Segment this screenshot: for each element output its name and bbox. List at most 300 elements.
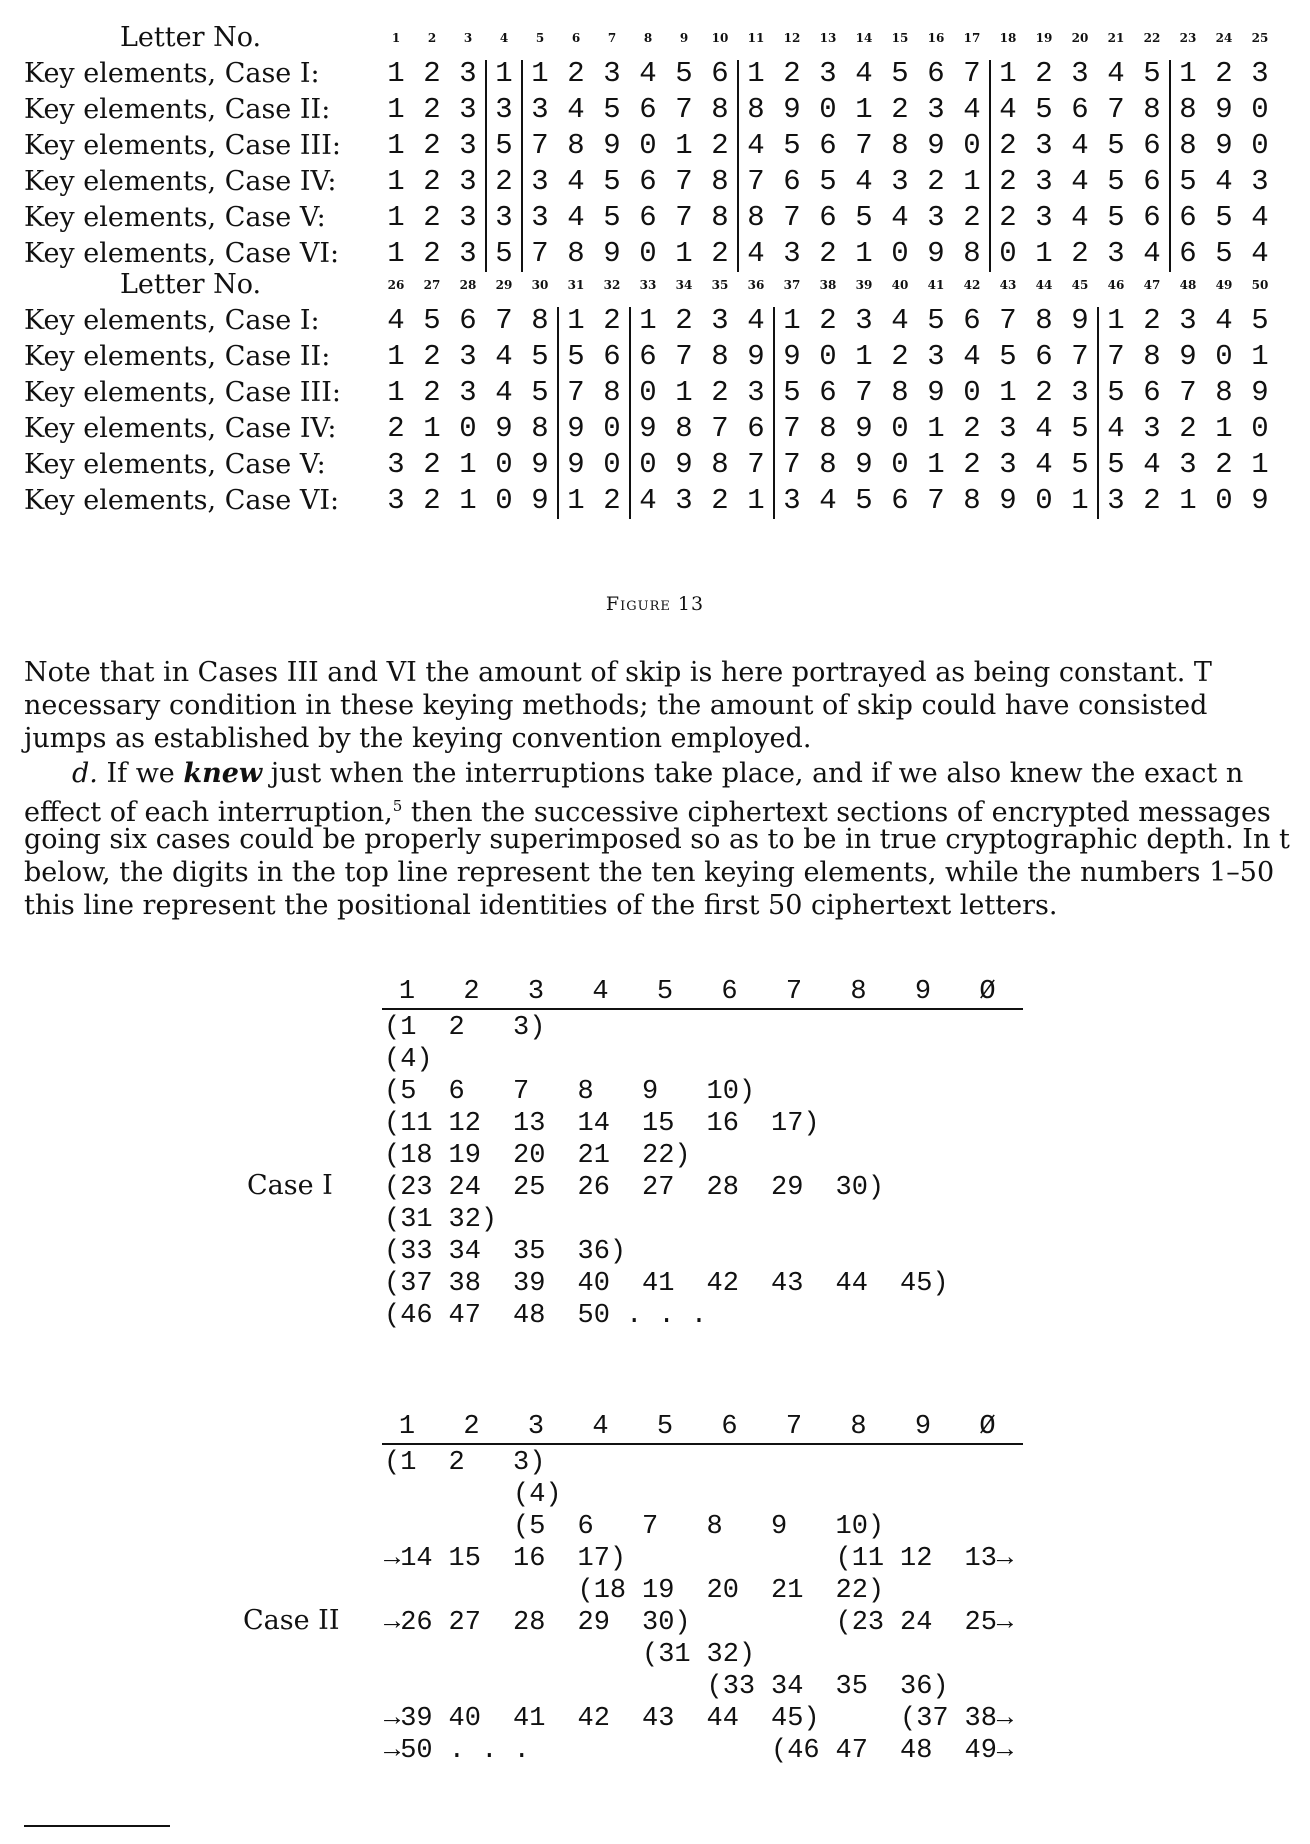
key-element-cell: 1: [387, 129, 405, 162]
key-element-cell: 0: [891, 237, 909, 270]
key-element-cell: 6: [891, 484, 909, 517]
key-element-cell: 8: [819, 412, 837, 445]
ciphertext-position: 26: [577, 1173, 610, 1203]
keying-element-header-4: 4: [592, 1412, 609, 1442]
ciphertext-position: 2: [448, 1448, 465, 1478]
key-element-cell: 4: [855, 57, 873, 90]
keying-element-header-3: 3: [527, 1412, 545, 1442]
key-element-cell: 9: [567, 412, 585, 445]
paragraph-c-line-3: jumps as established by the keying convention employed.: [24, 723, 812, 754]
letter-number-40: 40: [891, 278, 909, 292]
key-element-cell: 2: [819, 304, 837, 337]
ciphertext-position: (23: [835, 1608, 885, 1638]
keying-element-header-7: 7: [785, 1412, 803, 1442]
key-element-cell: 3: [1179, 304, 1197, 337]
keying-element-header-9: 9: [914, 977, 932, 1007]
key-element-cell: 3: [927, 93, 945, 126]
key-element-cell: 3: [747, 376, 765, 409]
ciphertext-position: 32): [706, 1640, 756, 1670]
key-element-cell: 4: [1143, 448, 1161, 481]
ciphertext-position: 34: [771, 1672, 804, 1702]
letter-number-44: 44: [1035, 278, 1053, 292]
key-element-cell: 1: [639, 304, 657, 337]
letter-number-47: 47: [1143, 278, 1161, 292]
key-elements-row-label: Key elements, Case III:: [24, 130, 341, 161]
key-element-cell: 8: [891, 129, 909, 162]
ciphertext-position: 17): [577, 1544, 627, 1574]
case-label: Case I: [247, 1170, 333, 1201]
key-element-cell: 7: [783, 412, 801, 445]
ciphertext-position: →14: [384, 1544, 433, 1574]
letter-number-17: 17: [963, 31, 981, 45]
key-element-cell: 3: [927, 201, 945, 234]
key-element-cell: 2: [423, 93, 441, 126]
key-element-cell: 8: [1215, 376, 1233, 409]
key-element-cell: 6: [1143, 201, 1161, 234]
ciphertext-position: 29: [771, 1173, 804, 1203]
key-element-cell: 2: [1071, 237, 1089, 270]
letter-number-3: 3: [463, 31, 473, 45]
letter-number-7: 7: [607, 31, 617, 45]
key-element-cell: 0: [891, 448, 909, 481]
letter-number-19: 19: [1035, 31, 1053, 45]
key-element-cell: 7: [675, 340, 693, 373]
key-element-cell: 5: [819, 165, 837, 198]
ciphertext-position: (11: [384, 1109, 433, 1139]
ciphertext-position: 32): [448, 1205, 498, 1235]
key-element-cell: 9: [927, 129, 945, 162]
key-element-cell: 2: [963, 412, 981, 445]
letter-number-label: Letter No.: [120, 269, 262, 300]
key-element-cell: 2: [963, 201, 981, 234]
key-element-cell: 4: [639, 484, 657, 517]
group-separator-line: [1169, 60, 1171, 272]
key-element-cell: 4: [1215, 165, 1233, 198]
key-element-cell: 5: [999, 340, 1017, 373]
key-element-cell: 1: [531, 57, 549, 90]
letter-number-11: 11: [747, 31, 765, 45]
key-element-cell: 3: [891, 165, 909, 198]
key-element-cell: 3: [783, 484, 801, 517]
group-separator-line: [629, 307, 631, 519]
key-element-cell: 6: [1143, 129, 1161, 162]
ciphertext-position: 35: [835, 1672, 868, 1702]
letter-number-14: 14: [855, 31, 873, 45]
ciphertext-position: 36): [900, 1672, 949, 1702]
figure-caption: Figure 13: [605, 593, 705, 615]
key-element-cell: 3: [1107, 484, 1125, 517]
ciphertext-position: 30): [642, 1608, 691, 1638]
key-element-cell: 1: [459, 448, 477, 481]
key-element-cell: 0: [1215, 484, 1233, 517]
letter-number-33: 33: [639, 278, 657, 292]
key-element-cell: 9: [495, 412, 513, 445]
key-element-cell: 1: [1071, 484, 1089, 517]
key-element-cell: 3: [459, 340, 477, 373]
key-element-cell: 1: [567, 304, 585, 337]
key-element-cell: 5: [891, 57, 909, 90]
key-element-cell: 2: [423, 484, 441, 517]
key-element-cell: 2: [423, 237, 441, 270]
key-element-cell: 1: [1251, 448, 1269, 481]
key-element-cell: 3: [927, 340, 945, 373]
letter-number-26: 26: [387, 278, 405, 292]
key-element-cell: 9: [855, 412, 873, 445]
key-element-cell: 1: [747, 484, 765, 517]
letter-number-45: 45: [1071, 278, 1089, 292]
keying-element-header-5: 5: [656, 1412, 674, 1442]
key-element-cell: 7: [1107, 93, 1125, 126]
ciphertext-position: 38→: [964, 1704, 1014, 1734]
ciphertext-position: 9: [771, 1512, 788, 1542]
letter-number-42: 42: [963, 278, 981, 292]
group-separator-line: [557, 307, 559, 519]
letter-number-46: 46: [1107, 278, 1125, 292]
keying-element-header-2: 2: [463, 1412, 480, 1442]
ciphertext-position: →39: [384, 1704, 433, 1734]
key-element-cell: 8: [711, 340, 729, 373]
key-element-cell: 6: [639, 93, 657, 126]
ciphertext-position: 19: [642, 1576, 675, 1606]
key-element-cell: 0: [1251, 412, 1269, 445]
key-element-cell: 4: [1071, 129, 1089, 162]
key-element-cell: 2: [1215, 57, 1233, 90]
letter-number-15: 15: [891, 31, 909, 45]
key-element-cell: 8: [531, 412, 549, 445]
paragraph-d-line-3: going six cases could be properly superimposed so as to be in true cryptographic depth. In t: [24, 824, 1290, 855]
key-element-cell: 5: [783, 376, 801, 409]
keying-element-header-6: 6: [721, 977, 738, 1007]
key-element-cell: 5: [495, 129, 513, 162]
ciphertext-position: 24: [448, 1173, 481, 1203]
key-element-cell: 9: [999, 484, 1017, 517]
key-element-cell: 6: [1179, 201, 1197, 234]
key-element-cell: 8: [711, 165, 729, 198]
ciphertext-position: 43: [771, 1269, 804, 1299]
keying-element-header-6: 6: [721, 1412, 738, 1442]
key-element-cell: 4: [567, 165, 585, 198]
letter-number-21: 21: [1107, 31, 1125, 45]
letter-number-label: Letter No.: [120, 22, 262, 53]
ciphertext-position: 50 . . .: [577, 1301, 708, 1331]
key-element-cell: 5: [1179, 165, 1197, 198]
ciphertext-position: 15: [642, 1109, 675, 1139]
ciphertext-position: 40: [577, 1269, 610, 1299]
ciphertext-position: 6: [448, 1077, 465, 1107]
ciphertext-position: 42: [577, 1704, 610, 1734]
key-element-cell: 1: [1215, 412, 1233, 445]
key-element-cell: 3: [1071, 57, 1089, 90]
key-element-cell: 9: [1179, 340, 1197, 373]
letter-number-1: 1: [391, 31, 401, 45]
key-element-cell: 9: [639, 412, 657, 445]
key-element-cell: 4: [747, 237, 765, 270]
key-element-cell: 4: [963, 340, 981, 373]
key-element-cell: 7: [711, 412, 729, 445]
letter-number-23: 23: [1179, 31, 1197, 45]
key-element-cell: 3: [459, 129, 477, 162]
key-element-cell: 8: [1143, 93, 1161, 126]
key-element-cell: 2: [711, 484, 729, 517]
ciphertext-position: 41: [513, 1704, 546, 1734]
key-element-cell: 7: [963, 57, 981, 90]
key-element-cell: 9: [1215, 129, 1233, 162]
key-element-cell: 5: [603, 93, 621, 126]
keying-element-header-2: 2: [463, 977, 480, 1007]
key-element-cell: 9: [1071, 304, 1089, 337]
ciphertext-position: 38: [448, 1269, 481, 1299]
key-element-cell: 0: [891, 412, 909, 445]
key-element-cell: 7: [675, 165, 693, 198]
key-element-cell: 6: [711, 57, 729, 90]
key-element-cell: 8: [1179, 93, 1197, 126]
ciphertext-position: (37: [384, 1269, 433, 1299]
group-separator-line: [773, 307, 775, 519]
key-element-cell: 3: [387, 448, 405, 481]
ciphertext-position: 3): [513, 1448, 546, 1478]
key-element-cell: 2: [1143, 304, 1161, 337]
key-element-cell: 0: [639, 129, 657, 162]
key-element-cell: 7: [855, 129, 873, 162]
letter-number-6: 6: [571, 31, 581, 45]
ciphertext-position: 8: [706, 1512, 723, 1542]
key-element-cell: 9: [1215, 93, 1233, 126]
key-element-cell: 2: [783, 57, 801, 90]
key-element-cell: 3: [1035, 129, 1053, 162]
letter-number-36: 36: [747, 278, 765, 292]
paragraph-d-line-2a: effect of each interruption,: [24, 797, 393, 828]
key-element-cell: 3: [1035, 165, 1053, 198]
key-element-cell: 7: [927, 484, 945, 517]
ciphertext-position: (5: [513, 1512, 546, 1542]
key-element-cell: 2: [423, 448, 441, 481]
letter-number-29: 29: [495, 278, 513, 292]
ciphertext-position: (33: [384, 1237, 433, 1267]
key-element-cell: 8: [711, 448, 729, 481]
paragraph-d-line-1-rest: just when the interruptions take place, and if we also knew the exact n: [262, 758, 1244, 789]
letter-number-34: 34: [675, 278, 693, 292]
key-element-cell: 8: [963, 484, 981, 517]
key-element-cell: 0: [459, 412, 477, 445]
key-element-cell: 4: [891, 201, 909, 234]
key-element-cell: 8: [747, 201, 765, 234]
ciphertext-position: 10): [706, 1077, 756, 1107]
letter-number-2: 2: [427, 31, 437, 45]
key-element-cell: 5: [1107, 165, 1125, 198]
key-element-cell: 5: [1035, 93, 1053, 126]
ciphertext-position: 22): [835, 1576, 885, 1606]
key-element-cell: 0: [963, 376, 981, 409]
key-element-cell: 1: [675, 129, 693, 162]
key-element-cell: 6: [747, 412, 765, 445]
ciphertext-position: 25→: [964, 1608, 1014, 1638]
letter-number-41: 41: [927, 278, 945, 292]
key-element-cell: 1: [387, 376, 405, 409]
key-element-cell: 3: [1179, 448, 1197, 481]
key-element-cell: 9: [927, 237, 945, 270]
ciphertext-position: 6: [577, 1512, 594, 1542]
ciphertext-position: 13→: [964, 1544, 1014, 1574]
group-separator-line: [521, 60, 523, 272]
key-element-cell: 3: [1251, 57, 1269, 90]
ciphertext-position: 42: [706, 1269, 739, 1299]
key-element-cell: 2: [423, 129, 441, 162]
key-element-cell: 5: [603, 201, 621, 234]
key-element-cell: 4: [855, 165, 873, 198]
key-element-cell: 8: [711, 93, 729, 126]
key-element-cell: 2: [495, 165, 513, 198]
key-element-cell: 5: [531, 376, 549, 409]
key-element-cell: 3: [999, 412, 1017, 445]
key-element-cell: 5: [675, 57, 693, 90]
letter-number-31: 31: [567, 278, 585, 292]
key-element-cell: 2: [999, 129, 1017, 162]
key-element-cell: 5: [855, 201, 873, 234]
ciphertext-position: 12: [448, 1109, 481, 1139]
key-element-cell: 7: [567, 376, 585, 409]
key-element-cell: 1: [783, 304, 801, 337]
key-element-cell: 4: [1071, 165, 1089, 198]
ciphertext-position: (4): [384, 1045, 433, 1075]
ciphertext-position: (46: [384, 1301, 433, 1331]
ciphertext-position: 14: [577, 1109, 610, 1139]
key-element-cell: 2: [423, 201, 441, 234]
key-element-cell: 5: [927, 304, 945, 337]
key-element-cell: 3: [495, 93, 513, 126]
key-element-cell: 1: [387, 340, 405, 373]
key-element-cell: 7: [855, 376, 873, 409]
key-element-cell: 6: [639, 165, 657, 198]
key-element-cell: 7: [675, 93, 693, 126]
key-element-cell: 1: [855, 237, 873, 270]
key-element-cell: 7: [531, 129, 549, 162]
letter-number-24: 24: [1215, 31, 1233, 45]
keying-element-header-0: Ø: [979, 1412, 996, 1442]
key-element-cell: 8: [819, 448, 837, 481]
keying-element-header-8: 8: [850, 1412, 867, 1442]
letter-number-37: 37: [783, 278, 801, 292]
key-element-cell: 9: [567, 448, 585, 481]
key-element-cell: 5: [423, 304, 441, 337]
key-element-cell: 4: [1251, 237, 1269, 270]
key-element-cell: 9: [783, 93, 801, 126]
key-elements-row-label: Key elements, Case IV:: [24, 413, 337, 444]
key-elements-row-label: Key elements, Case II:: [24, 94, 331, 125]
key-element-cell: 9: [603, 237, 621, 270]
key-element-cell: 3: [1071, 376, 1089, 409]
ciphertext-position: 12: [900, 1544, 933, 1574]
key-element-cell: 6: [819, 129, 837, 162]
key-element-cell: 9: [1251, 376, 1269, 409]
key-element-cell: 8: [963, 237, 981, 270]
keying-element-header-0: Ø: [979, 977, 996, 1007]
key-element-cell: 8: [567, 129, 585, 162]
ciphertext-position: 47: [835, 1736, 868, 1766]
key-element-cell: 2: [711, 376, 729, 409]
ciphertext-position: 44: [706, 1704, 739, 1734]
letter-number-22: 22: [1143, 31, 1161, 45]
letter-number-28: 28: [459, 278, 477, 292]
key-element-cell: 1: [387, 237, 405, 270]
key-element-cell: 4: [747, 304, 765, 337]
key-element-cell: 2: [1215, 448, 1233, 481]
ciphertext-position: (31: [384, 1205, 433, 1235]
letter-number-8: 8: [643, 31, 653, 45]
ciphertext-position: 27: [642, 1173, 675, 1203]
keying-element-header-1: 1: [398, 977, 416, 1007]
letter-number-48: 48: [1179, 278, 1197, 292]
letter-number-9: 9: [679, 31, 689, 45]
key-element-cell: 7: [675, 201, 693, 234]
key-element-cell: 9: [531, 484, 549, 517]
key-element-cell: 4: [747, 129, 765, 162]
key-element-cell: 5: [1143, 57, 1161, 90]
ciphertext-position: 47: [448, 1301, 481, 1331]
ciphertext-position: 30): [835, 1173, 885, 1203]
key-element-cell: 5: [1107, 376, 1125, 409]
key-element-cell: 8: [1179, 129, 1197, 162]
letter-number-18: 18: [999, 31, 1017, 45]
key-element-cell: 4: [1107, 412, 1125, 445]
key-element-cell: 1: [387, 165, 405, 198]
key-element-cell: 4: [495, 340, 513, 373]
ciphertext-position: 40: [448, 1704, 481, 1734]
key-element-cell: 3: [1251, 165, 1269, 198]
key-element-cell: 6: [963, 304, 981, 337]
letter-number-20: 20: [1071, 31, 1089, 45]
key-element-cell: 0: [603, 412, 621, 445]
ciphertext-position: 22): [642, 1141, 691, 1171]
key-element-cell: 3: [711, 304, 729, 337]
ciphertext-position: 28: [706, 1173, 739, 1203]
ciphertext-position: 8: [577, 1077, 594, 1107]
key-element-cell: 1: [855, 93, 873, 126]
key-element-cell: 0: [963, 129, 981, 162]
key-element-cell: 7: [747, 165, 765, 198]
ciphertext-position: (5: [384, 1077, 417, 1107]
ciphertext-position: 16: [706, 1109, 739, 1139]
ciphertext-position: (18: [577, 1576, 627, 1606]
key-element-cell: 2: [567, 57, 585, 90]
key-element-cell: 9: [1251, 484, 1269, 517]
key-element-cell: 9: [783, 340, 801, 373]
key-element-cell: 7: [495, 304, 513, 337]
key-element-cell: 3: [459, 237, 477, 270]
key-elements-row-label: Key elements, Case VI:: [24, 485, 340, 516]
letter-number-10: 10: [711, 31, 729, 45]
ciphertext-position: (1: [384, 1013, 417, 1043]
ciphertext-position: (31: [642, 1640, 691, 1670]
key-element-cell: 6: [459, 304, 477, 337]
key-element-cell: 5: [783, 129, 801, 162]
key-element-cell: 8: [675, 412, 693, 445]
letter-number-39: 39: [855, 278, 873, 292]
paragraph-d-line-2b: then the successive ciphertext sections of encrypted messages: [402, 797, 1271, 828]
key-element-cell: 4: [891, 304, 909, 337]
key-element-cell: 0: [1215, 340, 1233, 373]
key-element-cell: 4: [1251, 201, 1269, 234]
ciphertext-position: 45): [900, 1269, 949, 1299]
key-element-cell: 2: [603, 484, 621, 517]
key-element-cell: 9: [927, 376, 945, 409]
key-element-cell: 0: [819, 340, 837, 373]
key-element-cell: 8: [531, 304, 549, 337]
key-element-cell: 1: [1107, 304, 1125, 337]
case-label: Case II: [243, 1605, 340, 1636]
letter-number-27: 27: [423, 278, 441, 292]
ciphertext-position: 36): [577, 1237, 627, 1267]
ciphertext-position: 43: [642, 1704, 675, 1734]
